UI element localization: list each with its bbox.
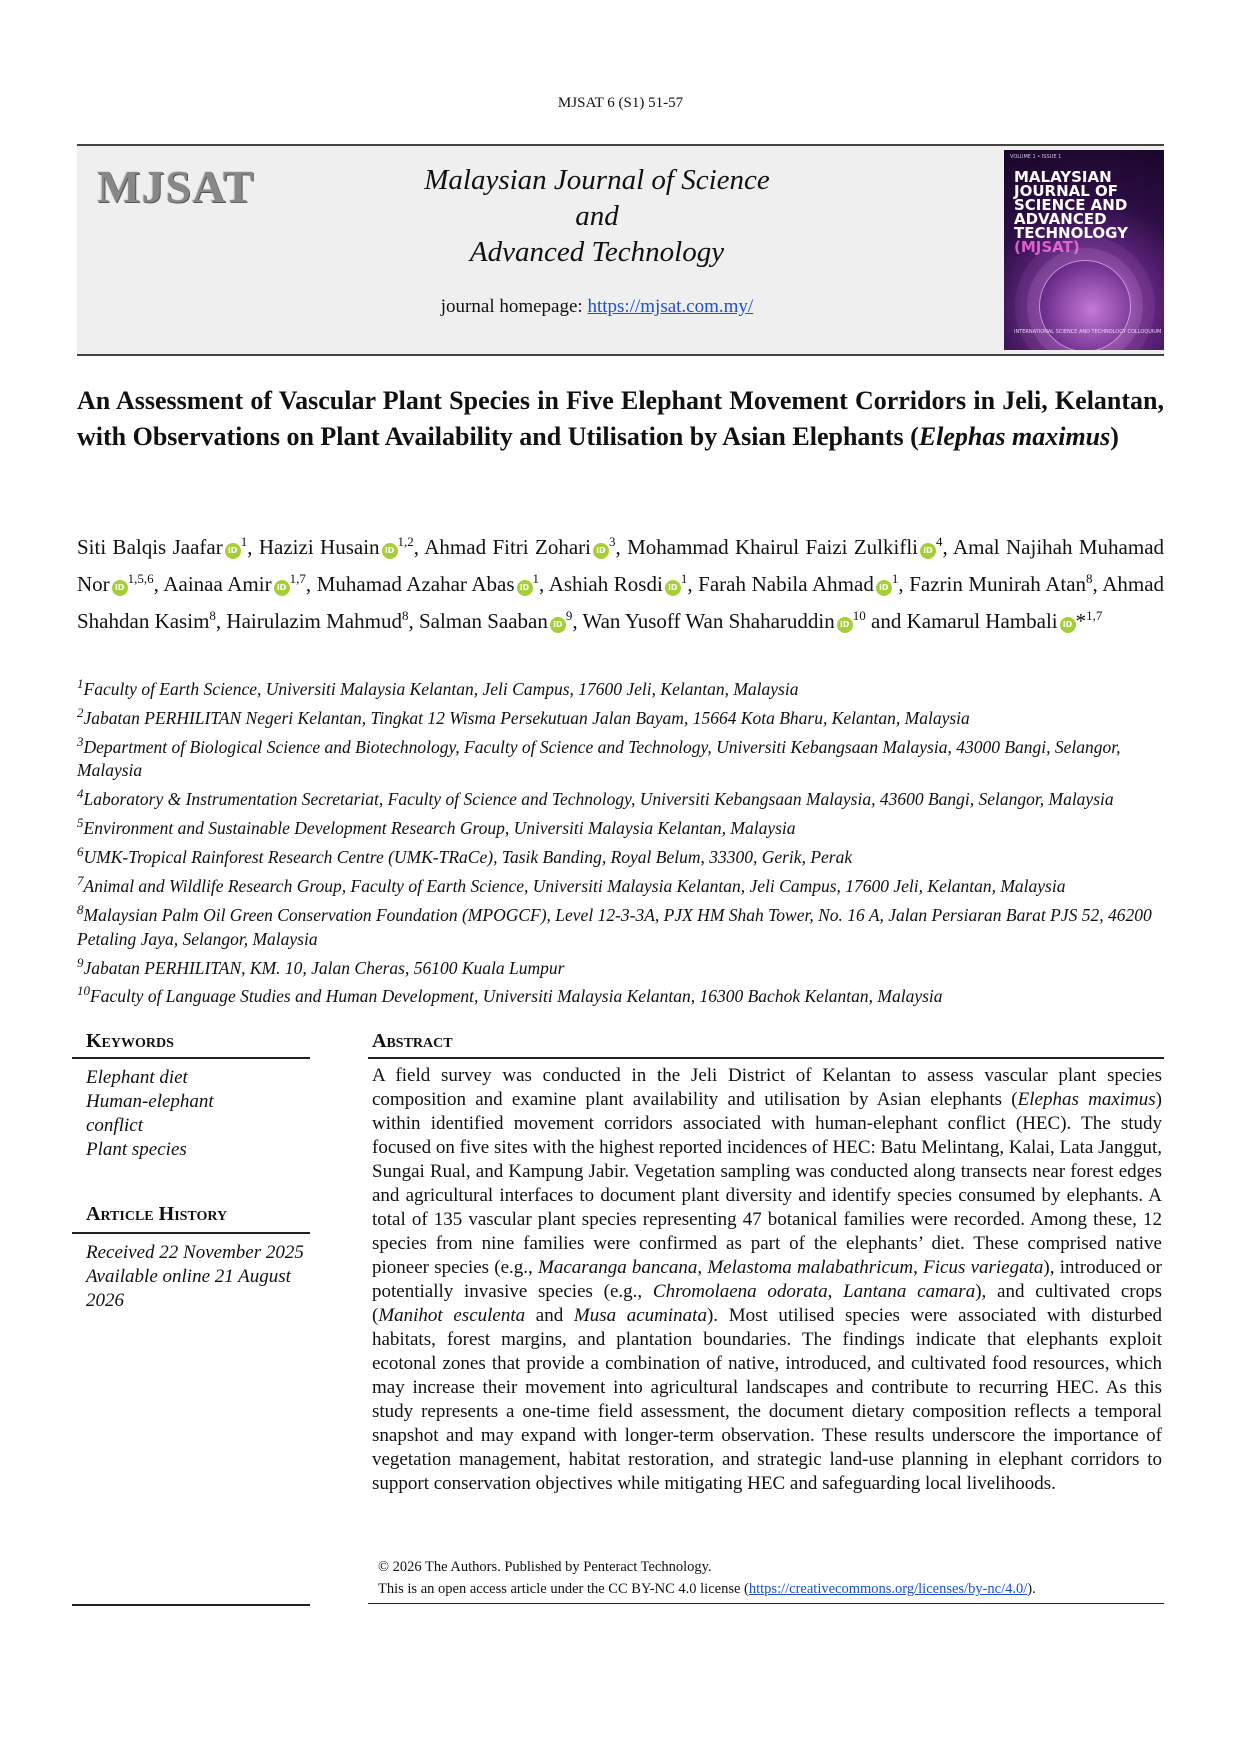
affiliation-item	[77, 811, 1164, 840]
journal-cover-image	[1004, 150, 1164, 350]
affiliation-text: UMK-Tropical Rainforest Research Centre (UMK-TRaCe), Tasik Banding, Royal Belum, 33300, Gerik, Perak	[83, 846, 853, 867]
author-affiliation-number: 1	[240, 534, 248, 549]
author-affiliation-number: 3	[608, 534, 616, 549]
article-history-rule	[72, 1232, 310, 1234]
author-affiliation-number: 1,7	[1086, 608, 1103, 623]
orcid-icon[interactable]: iD	[665, 580, 681, 596]
orcid-icon[interactable]: iD	[837, 617, 853, 633]
author-name: Hazizi Husain	[258, 535, 380, 559]
author-separator: ,	[687, 572, 699, 596]
author-affiliation-number: 8	[401, 608, 409, 623]
homepage-label: journal homepage:	[440, 296, 588, 317]
journal-logo: MJSAT	[97, 161, 255, 212]
author-list	[77, 526, 1164, 637]
affiliation-item	[77, 782, 1164, 811]
author-separator: ,	[572, 609, 583, 633]
cover-title	[1004, 164, 1164, 254]
affiliation-number: 10	[77, 983, 90, 999]
orcid-icon[interactable]: iD	[876, 580, 892, 596]
abstract-text-segment: ) within identified movement corridors associated with human-elephant conflict (HEC). The study focused on five sites with the highest reported incidences of HEC: Batu Melintang, Kalai, Lata Janggut, Sungai Rual, and Kampung Jabir. Vegetation sampling was conducted along transects near forest edges and agricultural interfaces to document plant diversity and identify species consumed by elephants. A total of 135 vascular plant species representing 47 botanical families were recorded. Among these, 12 species from nine families were confirmed as part of the elephants’ diet. These comprised native pioneer species (e.g.,	[372, 1089, 1162, 1278]
author-separator: ,	[408, 609, 419, 633]
affiliation-text: Jabatan PERHILITAN Negeri Kelantan, Tingkat 12 Wisma Persekutuan Jalan Bayam, 15664 Kota Bharu, Kelantan, Malaysia	[83, 707, 970, 728]
author-affiliation-number: 1	[680, 571, 688, 586]
journal-masthead	[77, 144, 1164, 356]
abstract-heading: Abstract	[372, 1030, 453, 1052]
abstract-text-segment: ). Most utilised species were associated with disturbed habitats, forest margins, and plantation boundaries. The findings indicate that elephants exploit ecotonal zones that provide a combination of native, introduced, and cultivated food resources, which may increase their movement into agricultural landscapes and contribute to recurring HEC. As this study represents a one-time field assessment, the document dietary composition reflects a temporal snapshot and may expand with longer-term observation. These results underscore the importance of vegetation management, habitat restoration, and strategic land-use planning in elephant corridors to support conservation objectives while mitigating HEC and safeguarding local livelihoods.	[372, 1305, 1162, 1494]
abstract-rule	[368, 1057, 1164, 1059]
affiliation-text: Faculty of Language Studies and Human Development, Universiti Malaysia Kelantan, 16300 Bachok Kelantan, Malaysia	[90, 986, 943, 1007]
affiliation-item	[77, 730, 1164, 783]
abstract-text-segment: ), and cultivated crops (	[372, 1281, 1162, 1326]
license-link[interactable]: https://creativecommons.org/licenses/by-nc/4.0/	[748, 1581, 1028, 1597]
copyright-line: © 2026 The Authors. Published by Penteract Technology.	[378, 1559, 712, 1575]
keywords-list	[86, 1066, 306, 1162]
affiliation-item	[77, 951, 1164, 980]
author-name: Wan Yusoff Wan Shaharuddin	[582, 609, 835, 633]
author-affiliation-number: 8	[1086, 571, 1093, 586]
affiliation-text: Environment and Sustainable Development Research Group, Universiti Malaysia Kelantan, Malaysia	[83, 818, 796, 839]
author-affiliation-number: 1,7	[289, 571, 306, 586]
abstract-text-segment: ,	[913, 1257, 924, 1278]
cover-volume: VOLUME 1 • ISSUE 1	[1010, 154, 1062, 160]
author-name: Kamarul Hambali	[906, 609, 1058, 633]
affiliation-number: 7	[77, 872, 84, 888]
author-separator: ,	[247, 535, 259, 559]
left-column-end-rule	[72, 1604, 310, 1606]
author-name: Aainaa Amir	[163, 572, 272, 596]
affiliation-number: 9	[77, 954, 84, 970]
online-date-line1: Available online 21 August	[86, 1266, 291, 1287]
corresponding-author-mark: *	[1075, 609, 1087, 633]
affiliation-list	[77, 672, 1164, 1008]
author-affiliation-number: 1	[532, 571, 540, 586]
author-separator: ,	[942, 535, 953, 559]
author-separator: ,	[898, 572, 910, 596]
abstract-text	[372, 1064, 1162, 1496]
orcid-icon[interactable]: iD	[382, 543, 398, 559]
article-history	[86, 1241, 326, 1313]
author-separator: ,	[539, 572, 549, 596]
affiliation-text: Laboratory & Instrumentation Secretariat, Faculty of Science and Technology, Universiti Kebangsaan Malaysia, 43600 Bangi, Selangor, Malaysia	[83, 789, 1114, 810]
abstract-text-segment: ,	[827, 1281, 844, 1302]
author-separator: ,	[153, 572, 164, 596]
orcid-icon[interactable]: iD	[274, 580, 290, 596]
homepage-link[interactable]: https://mjsat.com.my/	[587, 296, 754, 317]
online-date-line2: 2026	[86, 1290, 124, 1311]
affiliation-text: Animal and Wildlife Research Group, Faculty of Earth Science, Universiti Malaysia Kelantan, Jeli Campus, 17600 Jeli, Kelantan, Malaysia	[83, 875, 1066, 896]
keyword-item: conflict	[86, 1115, 143, 1136]
affiliation-text: Department of Biological Science and Biotechnology, Faculty of Science and Technology, Universiti Kebangsaan Malaysia, 43000 Bangi, Selangor, Malaysia	[77, 736, 1121, 781]
affiliation-number: 1	[77, 676, 84, 691]
author-affiliation-number: 4	[936, 534, 943, 549]
author-affiliation-number: 8	[209, 608, 216, 623]
abstract-text-segment: A field survey was conducted in the Jeli District of Kelantan to assess vascular plant species composition and examine plant availability and utilisation by Asian elephants (	[372, 1065, 1162, 1110]
affiliation-item	[77, 840, 1164, 869]
author-name: Fazrin Munirah Atan	[909, 572, 1087, 596]
author-separator: ,	[615, 535, 628, 559]
abstract-species-name: Lantana camara	[843, 1281, 976, 1302]
affiliation-text: Malaysian Palm Oil Green Conservation Foundation (MPOGCF), Level 12-3-3A, PJX HM Shah Tower, No. 16 A, Jalan Persiaran Barat PJS 52, 46200 Petaling Jaya, Selangor, Malaysia	[77, 904, 1152, 949]
keyword-item: Plant species	[86, 1139, 187, 1160]
author-name: Mohammad Khairul Faizi Zulkifli	[627, 535, 919, 559]
keyword-item: Elephant diet	[86, 1067, 188, 1088]
author-affiliation-number: 10	[852, 608, 866, 623]
license-rule	[368, 1603, 1164, 1604]
author-name: Ahmad Shahdan Kasim	[77, 572, 1165, 633]
abstract-species-name: Elephas maximus	[1017, 1089, 1156, 1110]
paper-title-species: Elephas maximus	[918, 422, 1111, 451]
orcid-icon[interactable]: iD	[225, 543, 241, 559]
abstract-text-segment: and	[525, 1305, 574, 1326]
journal-title-line3: Advanced Technology	[469, 236, 725, 268]
license-text-after: ).	[1027, 1581, 1036, 1597]
author-name: Ashiah Rosdi	[548, 572, 663, 596]
license-text-before: This is an open access article under the CC BY-NC 4.0 license (	[378, 1581, 749, 1597]
abstract-species-name: Musa acuminata	[573, 1305, 707, 1326]
affiliation-number: 3	[77, 733, 84, 749]
author-name: Siti Balqis Jaafar	[77, 535, 223, 559]
running-head: MJSAT 6 (S1) 51-57	[557, 95, 684, 111]
affiliation-item	[77, 898, 1164, 951]
orcid-icon[interactable]: iD	[550, 617, 566, 633]
author-name: Hairulazim Mahmud	[226, 609, 402, 633]
journal-title	[367, 162, 827, 270]
author-separator: ,	[413, 535, 425, 559]
author-separator: ,	[1092, 572, 1103, 596]
keywords-rule	[72, 1057, 310, 1059]
journal-title-line1: Malaysian Journal of Science	[424, 164, 770, 196]
license-notice	[378, 1556, 1158, 1600]
orcid-icon[interactable]: iD	[1060, 617, 1076, 633]
author-name: Amal Najihah Muhamad Nor	[77, 535, 1165, 596]
author-name: Salman Saaban	[418, 609, 548, 633]
keywords-heading: Keywords	[86, 1030, 174, 1052]
cover-acronym: (MJSAT)	[1014, 238, 1080, 256]
affiliation-item	[77, 979, 1164, 1008]
affiliation-text: Jabatan PERHILITAN, KM. 10, Jalan Cheras, 56100 Kuala Lumpur	[83, 957, 565, 978]
abstract-species-name: Macaranga bancana	[538, 1257, 698, 1278]
keyword-item: Human-elephant	[86, 1091, 214, 1112]
abstract-text-segment: ), introduced or potentially invasive species (e.g.,	[372, 1257, 1163, 1302]
affiliation-number: 5	[77, 815, 84, 831]
abstract-species-name: Melastoma malabathricum	[707, 1257, 914, 1278]
affiliation-item	[77, 701, 1164, 730]
author-separator: ,	[215, 609, 227, 633]
affiliation-number: 6	[77, 844, 84, 860]
author-separator: ,	[305, 572, 317, 596]
article-history-heading: Article History	[86, 1203, 228, 1225]
paper-title-close: )	[1110, 422, 1119, 451]
paper-title-main: An Assessment of Vascular Plant Species in Five Elephant Movement Corridors in Jeli, Kelantan, with Observations on Plant Availability and Utilisation by Asian Elephants (	[77, 386, 1164, 451]
cover-footer: INTERNATIONAL SCIENCE AND TECHNOLOGY COLLOQUIUM	[1014, 329, 1162, 335]
orcid-icon[interactable]: iD	[593, 543, 609, 559]
author-affiliation-number: 1,5,6	[127, 571, 154, 586]
affiliation-number: 8	[77, 901, 84, 917]
author-name: Muhamad Azahar Abas	[316, 572, 515, 596]
affiliation-number: 4	[77, 786, 84, 802]
orcid-icon[interactable]: iD	[112, 580, 128, 596]
author-affiliation-number: 1	[891, 571, 899, 586]
license-line	[378, 1578, 1158, 1600]
author-affiliation-number: 9	[565, 608, 573, 623]
journal-title-line2: and	[575, 200, 619, 232]
author-name: Farah Nabila Ahmad	[698, 572, 874, 596]
author-separator: and	[865, 609, 907, 633]
abstract-text-segment: ,	[697, 1257, 708, 1278]
journal-homepage	[367, 296, 827, 318]
author-name: Ahmad Fitri Zohari	[424, 535, 591, 559]
affiliation-number: 2	[77, 704, 84, 720]
orcid-icon[interactable]: iD	[920, 543, 936, 559]
cover-rings-graphic	[1039, 260, 1131, 350]
affiliation-text: Faculty of Earth Science, Universiti Malaysia Kelantan, Jeli Campus, 17600 Jeli, Kelantan, Malaysia	[83, 678, 799, 699]
author-affiliation-number: 1,2	[397, 534, 414, 549]
received-date: Received 22 November 2025	[86, 1242, 304, 1263]
cover-title-text: MALAYSIAN JOURNAL OF SCIENCE AND ADVANCED TECHNOLOGY	[1014, 168, 1128, 242]
orcid-icon[interactable]: iD	[517, 580, 533, 596]
affiliation-item	[77, 672, 1164, 701]
abstract-species-name: Manihot esculenta	[378, 1305, 526, 1326]
affiliation-item	[77, 869, 1164, 898]
paper-title	[77, 383, 1164, 455]
abstract-species-name: Chromolaena odorata	[652, 1281, 828, 1302]
abstract-species-name: Ficus variegata	[923, 1257, 1044, 1278]
